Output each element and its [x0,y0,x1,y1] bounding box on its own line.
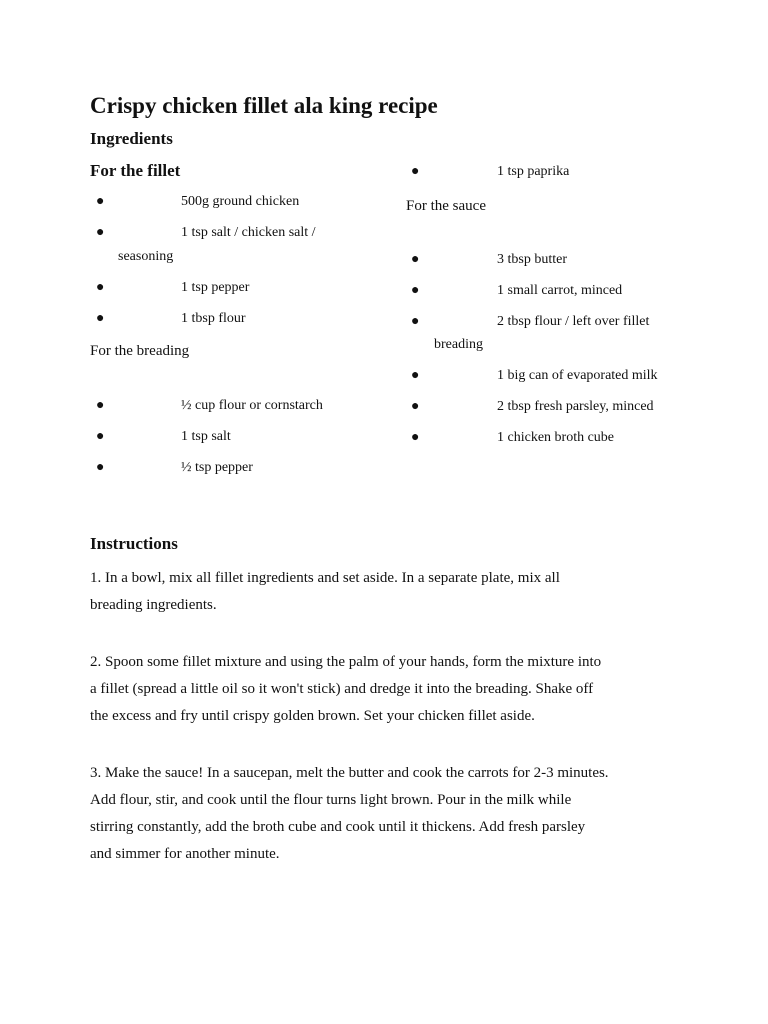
ingredient-text: 3 tbsp butter [497,252,567,267]
list-item [96,394,396,418]
ingredient-text: 1 tsp pepper [181,280,250,295]
ingredient-text-cont: breading [434,337,483,352]
ingredient-text: 2 tbsp flour / left over fillet [497,314,650,329]
bullet-icon: ● [411,283,420,298]
instruction-line: breading ingredients. [90,597,217,613]
instruction-line: 2. Spoon some fillet mixture and using the palm of your hands, form the mixture into [90,654,602,670]
ingredient-text-cont: seasoning [118,249,174,264]
ingredient-text: 1 tsp paprika [497,164,570,179]
bullet-icon: ● [96,429,105,444]
list-item [411,364,751,388]
bullet-icon: ● [411,164,420,179]
bullet-icon: ● [96,280,105,295]
bullet-icon: ● [96,194,105,209]
instructions-heading: Instructions [90,534,178,553]
breading-heading: For the breading [90,343,190,359]
list-item [411,279,751,303]
ingredient-text: 500g ground chicken [181,194,300,209]
list-item [96,425,396,449]
bullet-icon: ● [96,460,105,475]
ingredient-text: 1 tsp salt [181,429,231,444]
list-item [411,248,751,272]
fillet-heading: For the fillet [90,161,181,180]
ingredient-text: 1 tbsp flour [181,311,246,326]
ingredient-text: ½ cup flour or cornstarch [181,398,323,413]
bullet-icon: ● [411,399,420,414]
bullet-icon: ● [96,225,105,240]
list-item [411,310,751,358]
instruction-line: Add flour, stir, and cook until the flour turns light brown. Pour in the milk while [90,792,572,808]
bullet-icon: ● [411,430,420,445]
list-item [411,426,751,450]
sauce-heading: For the sauce [406,198,486,214]
instruction-line: 3. Make the sauce! In a saucepan, melt the butter and cook the carrots for 2-3 minutes. [90,765,609,781]
instruction-line: 1. In a bowl, mix all fillet ingredients and set aside. In a separate plate, mix all [90,570,560,586]
list-item [96,190,396,214]
list-item [96,221,396,269]
bullet-icon: ● [96,311,105,326]
ingredient-text: 1 tsp salt / chicken salt / [181,225,316,240]
instruction-step [90,649,690,730]
instruction-line: stirring constantly, add the broth cube and cook until it thickens. Add fresh parsley [90,819,586,835]
list-item [96,276,396,300]
ingredient-text: 1 chicken broth cube [497,430,615,445]
bullet-icon: ● [96,398,105,413]
bullet-icon: ● [411,368,420,383]
ingredient-text: 2 tbsp fresh parsley, minced [497,399,654,414]
recipe-title: Crispy chicken fillet ala king recipe [90,93,438,118]
instruction-line: and simmer for another minute. [90,846,280,862]
bullet-icon: ● [411,314,420,329]
list-item [96,307,396,331]
ingredient-text: ½ tsp pepper [181,460,253,475]
list-item [96,456,396,480]
list-item [411,395,751,419]
instruction-line: the excess and fry until crispy golden brown. Set your chicken fillet aside. [90,708,535,724]
instruction-line: a fillet (spread a little oil so it won't stick) and dredge it into the breading. Shake off [90,681,594,697]
list-item [411,160,751,184]
ingredients-heading: Ingredients [90,129,173,148]
ingredient-text: 1 big can of evaporated milk [497,368,658,383]
ingredient-text: 1 small carrot, minced [497,283,623,298]
instruction-step [90,565,690,619]
instruction-step [90,760,690,868]
bullet-icon: ● [411,252,420,267]
